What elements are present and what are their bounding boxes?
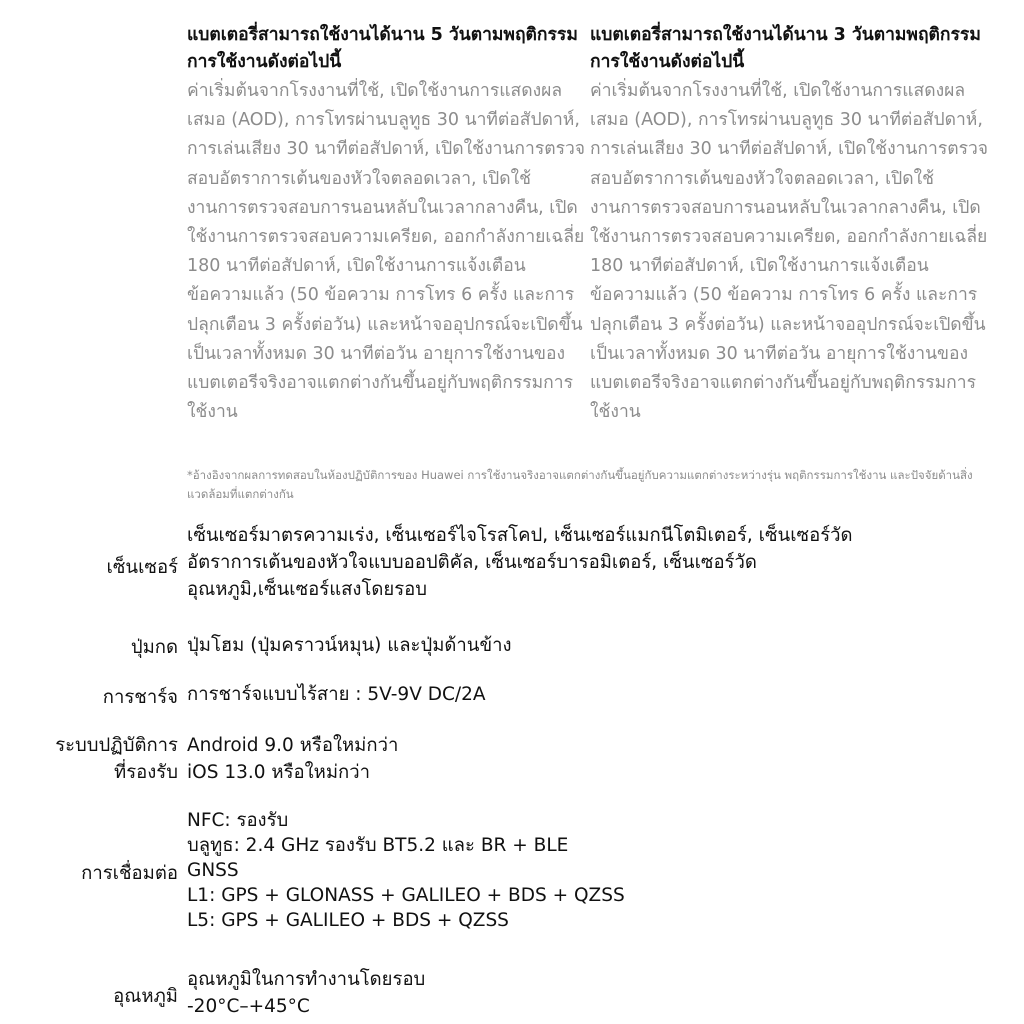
os-label-line: ที่รองรับ: [114, 762, 178, 783]
spec-value-sensor: [187, 522, 1007, 603]
battery-section: [187, 22, 987, 427]
battery-5day-column: [187, 22, 590, 427]
connectivity-line: L1: GPS + GLONASS + GALILEO + BDS + QZSS: [187, 885, 625, 906]
spec-label-buttons: ปุ่มกด: [130, 637, 178, 658]
os-label-line: ระบบปฏิบัติการ: [55, 735, 178, 756]
temperature-line: อุณหภูมิในการทำงานโดยรอบ: [187, 969, 426, 990]
connectivity-line: NFC: รองรับ: [187, 810, 289, 831]
spec-label-sensor: เซ็นเซอร์: [106, 557, 178, 578]
spec-label-charging: การชาร์จ: [102, 687, 178, 708]
connectivity-line: GNSS: [187, 860, 239, 881]
spec-value-connectivity: [187, 808, 1007, 933]
sensor-line: อัตราการเต้นของหัวใจแบบออปติคัล, เซ็นเซอร์บารอมิเตอร์, เซ็นเซอร์วัด: [187, 552, 757, 573]
os-line: iOS 13.0 หรือใหม่กว่า: [187, 762, 371, 783]
battery-3day-column: [590, 22, 993, 427]
charging-line: การชาร์จแบบไร้สาย : 5V-9V DC/2A: [187, 684, 486, 705]
battery-5day-heading: แบตเตอรี่สามารถใช้งานได้นาน 5 วันตามพฤติกรรมการใช้งานดังต่อไปนี้: [187, 25, 578, 72]
spec-value-os: [187, 732, 1007, 786]
spec-label-os: [0, 732, 178, 786]
os-line: Android 9.0 หรือใหม่กว่า: [187, 735, 399, 756]
connectivity-line: บลูทูธ: 2.4 GHz รองรับ BT5.2 และ BR + BLE: [187, 835, 569, 856]
battery-5day-conditions: ค่าเริ่มต้นจากโรงงานที่ใช้, เปิดใช้งานการแสดงผลเสมอ (AOD), การโทรผ่านบลูทูธ 30 นาทีต่อสัปดาห์, การเล่นเสียง 30 นาทีต่อสัปดาห์, เปิดใช้งานการตรวจสอบอัตราการเต้นของหัวใจตลอดเวลา, เปิดใช้งานการตรวจสอบการนอนหลับในเวลากลางคืน, เปิดใช้งานการตรวจสอบความเครียด, ออกกำลังกายเฉลี่ย 180 นาทีต่อสัปดาห์, เปิดใช้งานการแจ้งเตือนข้อความแล้ว (50 ข้อความ การโทร 6 ครั้ง และการปลุกเตือน 3 ครั้งต่อวัน) และหน้าจออุปกรณ์จะเปิดขึ้นเป็นเวลาทั้งหมด 30 นาทีต่อวัน อายุการใช้งานของแบตเตอรีจริงอาจแตกต่างกันขึ้นอยู่กับพฤติกรรมการใช้งาน: [187, 81, 586, 423]
temperature-line: -20°C–+45°C: [187, 996, 310, 1017]
battery-3day-conditions: ค่าเริ่มต้นจากโรงงานที่ใช้, เปิดใช้งานการแสดงผลเสมอ (AOD), การโทรผ่านบลูทูธ 30 นาทีต่อสัปดาห์, การเล่นเสียง 30 นาทีต่อสัปดาห์, เปิดใช้งานการตรวจสอบอัตราการเต้นของหัวใจตลอดเวลา, เปิดใช้งานการตรวจสอบการนอนหลับในเวลากลางคืน, เปิดใช้งานการตรวจสอบความเครียด, ออกกำลังกายเฉลี่ย 180 นาทีต่อสัปดาห์, เปิดใช้งานการแจ้งเตือนข้อความแล้ว (50 ข้อความ การโทร 6 ครั้ง และการปลุกเตือน 3 ครั้งต่อวัน) และหน้าจออุปกรณ์จะเปิดขึ้นเป็นเวลาทั้งหมด 30 นาทีต่อวัน อายุการใช้งานของแบตเตอรีจริงอาจแตกต่างกันขึ้นอยู่กับพฤติกรรมการใช้งาน: [590, 81, 989, 423]
spec-value-temperature: [187, 966, 1007, 1020]
spec-value-buttons: [187, 632, 1007, 659]
battery-footnote: *อ้างอิงจากผลการทดสอบในห้องปฏิบัติการของ Huawei การใช้งานจริงอาจแตกต่างกันขึ้นอยู่กับความแตกต่างระหว่างรุ่น พฤติกรรมการใช้งาน และปัจจัยด้านสิ่งแวดล้อมที่แตกต่างกัน: [187, 468, 973, 501]
sensor-line: เซ็นเซอร์มาตรความเร่ง, เซ็นเซอร์ไจโรสโคป, เซ็นเซอร์แมกนีโตมิเตอร์, เซ็นเซอร์วัด: [187, 525, 853, 546]
connectivity-line: L5: GPS + GALILEO + BDS + QZSS: [187, 910, 509, 931]
spec-label-temperature: อุณหภูมิ: [113, 986, 178, 1007]
buttons-line: ปุ่มโฮม (ปุ่มคราวน์หมุน) และปุ่มด้านข้าง: [187, 635, 512, 656]
battery-3day-heading: แบตเตอรี่สามารถใช้งานได้นาน 3 วันตามพฤติกรรมการใช้งานดังต่อไปนี้: [590, 25, 981, 72]
sensor-line: อุณหภูมิ,เซ็นเซอร์แสงโดยรอบ: [187, 579, 428, 600]
spec-label-connectivity: การเชื่อมต่อ: [81, 863, 178, 884]
spec-value-charging: [187, 681, 1007, 708]
